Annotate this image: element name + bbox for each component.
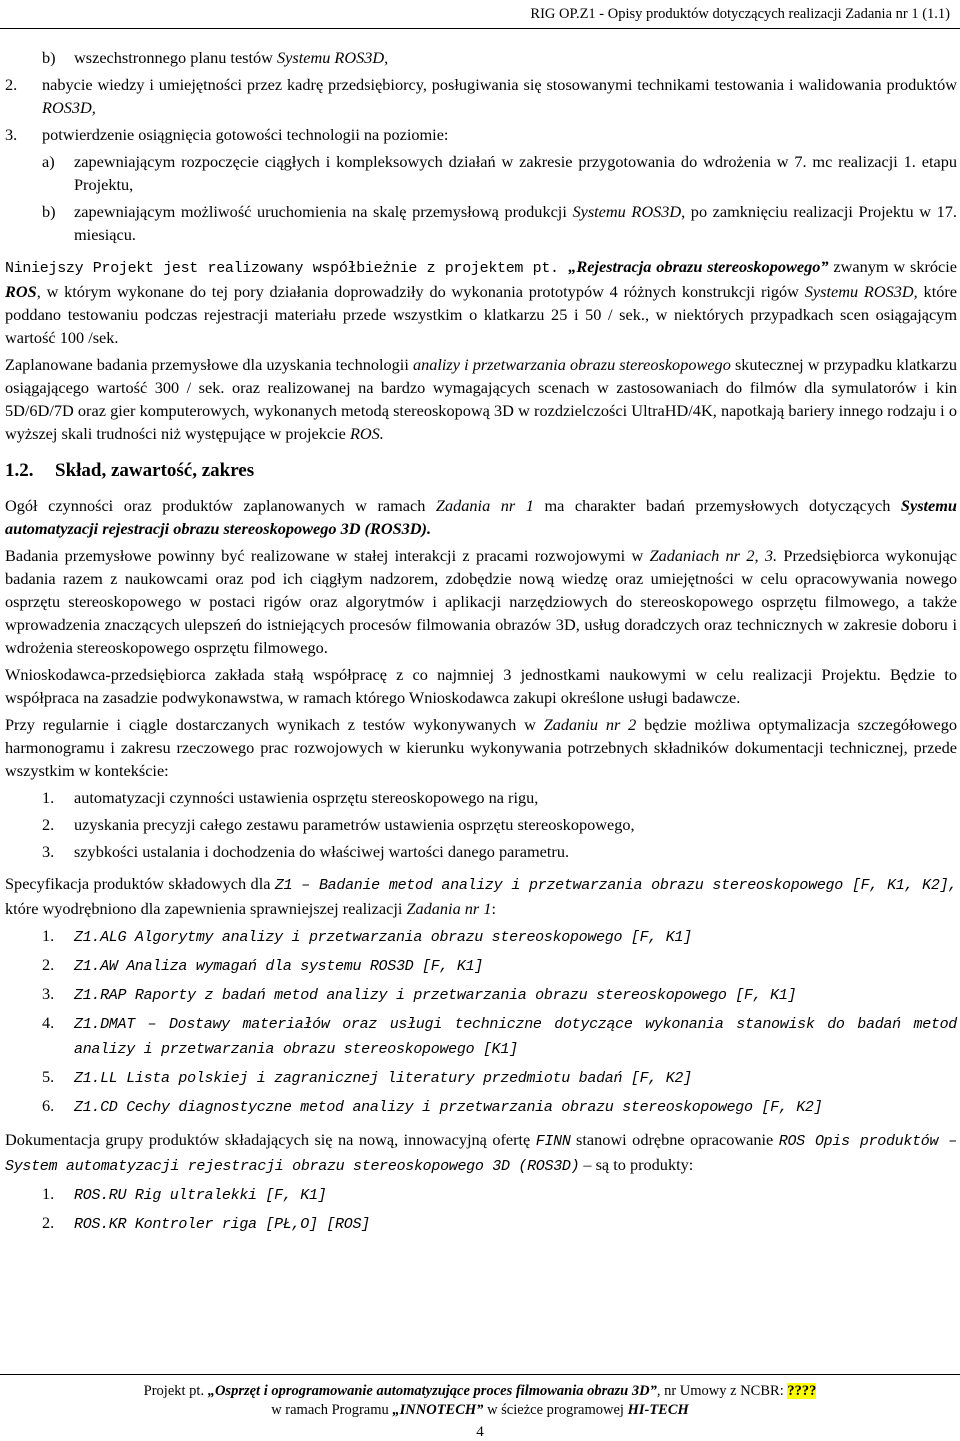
list-marker: 3. — [5, 125, 18, 144]
footer-text-part: Projekt pt. — [143, 1383, 208, 1399]
list-marker: 5. — [42, 1067, 55, 1086]
item-text: Z1.ALG Algorytmy analizy i przetwarzania obrazu stereoskopowego [F, K1] — [74, 929, 692, 946]
page-number: 4 — [476, 1424, 484, 1440]
paragraph-text: Wnioskodawca-przedsiębiorca zakłada stałą współpracę z co najmniej 3 jednostkami naukowymi w celu realizacji Projektu. Będzie to współpraca na zasadzie podwykonawstwa, w ramach którego Wnioskodawca zakupi określone usługi badawcze. — [5, 665, 957, 707]
item-emphasis: Systemu ROS3D — [572, 202, 682, 221]
paragraph-text: Zaplanowane badania przemysłowe dla uzyskania technologii — [5, 355, 413, 374]
list-item — [5, 1182, 957, 1207]
header-rule — [0, 28, 960, 29]
list-item — [5, 953, 957, 978]
paragraph-text: które poddano testowaniu podczas rejestracji materiału przede wszystkim o klatkarzu 25 i 50 / sek., w niektórych przypadkach scen osiągającym wartość 100 /sek. — [5, 282, 957, 347]
item-text: ROS.RU Rig ultralekki [F, K1] — [74, 1187, 327, 1204]
paragraph-specification — [5, 872, 957, 920]
paragraph-emphasis: Zadania nr 1 — [406, 899, 492, 918]
list-item — [5, 840, 957, 863]
paragraph-emphasis: analizy i przetwarzania obrazu stereoskopowego — [412, 355, 731, 374]
item-text: Z1.CD Cechy diagnostyczne metod analizy i przetwarzania obrazu stereoskopowego [F, K2] — [74, 1099, 823, 1116]
list-item — [5, 813, 957, 836]
section-heading — [5, 459, 957, 482]
footer-line-2 — [0, 1401, 960, 1420]
paragraph-emphasis: Systemu ROS3D, — [804, 282, 918, 301]
paragraph-text: Przy regularnie i ciągle dostarczanych wynikach z testów wykonywanych w — [5, 715, 544, 734]
list-marker: 2. — [42, 955, 55, 974]
paragraph-text: , w którym wykonane do tej pory działania doprowadziły do wykonania prototypów 4 różnych konstrukcji rigów — [36, 282, 805, 301]
item-text: automatyzacji czynności ustawienia osprzętu stereoskopowego na rigu, — [74, 788, 539, 807]
list-marker: 2. — [42, 815, 55, 834]
paragraph-text: ma charakter badań przemysłowych dotyczących — [533, 496, 901, 515]
footer-text-part: w ścieżce programowej — [483, 1402, 628, 1418]
paragraph-text: stanowi odrębne opracowanie — [570, 1130, 779, 1149]
footer-text-part: , nr Umowy z NCBR: — [656, 1383, 788, 1399]
paragraph-ros — [5, 255, 957, 349]
item-text: wszechstronnego planu testów — [74, 48, 278, 67]
paragraph-text: – są to produkty: — [579, 1155, 694, 1174]
paragraph-emphasis: ROS Opis produktów – System automatyzacji rejestracji obrazu stereoskopowego 3D (ROS3D) — [5, 1133, 957, 1175]
paragraph-emphasis: ROS. — [349, 424, 384, 443]
context-list — [5, 786, 957, 863]
list-marker: 3. — [42, 842, 55, 861]
footer-line-1 — [0, 1382, 960, 1401]
list-item — [5, 924, 957, 949]
paragraph-documentation — [5, 1128, 957, 1178]
item-text: Z1.LL Lista polskiej i zagranicznej literatury przedmiotu badań [F, K2] — [74, 1070, 692, 1087]
list-marker: 2. — [5, 75, 18, 94]
paragraph-text: zwanym w skrócie — [828, 257, 958, 276]
paragraph-overview — [5, 494, 957, 540]
list-marker: 1. — [42, 926, 55, 945]
program-name: „INNOTECH” — [392, 1402, 484, 1418]
list-marker: 2. — [42, 1213, 55, 1232]
paragraph-emphasis: Zadaniu nr 2 — [543, 715, 637, 734]
list-item-2 — [5, 73, 957, 119]
paragraph-emphasis: Z1 – Badanie metod analizy i przetwarzania obrazu stereoskopowego [F, K1, K2], — [274, 877, 957, 894]
paragraph-text: które wyodrębniono dla zapewnienia sprawniejszej realizacji — [5, 899, 407, 918]
item-text: zapewniającym rozpoczęcie ciągłych i kompleksowych działań w zakresie przygotowania do wdrożenia w 7. mc realizacji 1. etapu Projektu, — [74, 152, 957, 194]
item-text: Z1.RAP Raporty z badań metod analizy i przetwarzania obrazu stereoskopowego [F, K1] — [74, 987, 797, 1004]
paragraph-emphasis: FINN — [535, 1133, 571, 1150]
item-text: nabycie wiedzy i umiejętności przez kadrę przedsiębiorcy, posługiwania się stosowanymi technikami testowania i walidowania produktów — [42, 75, 957, 94]
system-name: Systemu automatyzacji rejestracji obrazu stereoskopowego 3D (ROS3D). — [5, 496, 957, 538]
paragraph-text: Badania przemysłowe powinny być realizowane w stałej interakcji z pracami rozwojowymi w — [5, 546, 650, 565]
section-title: Skład, zawartość, zakres — [55, 460, 255, 481]
list-marker: b) — [42, 48, 56, 67]
paragraph-interaction — [5, 544, 957, 659]
list-item-3b — [5, 200, 957, 246]
item-text: szybkości ustalania i dochodzenia do właściwej wartości danego parametru. — [74, 842, 570, 861]
list-item — [5, 982, 957, 1007]
product-list — [5, 924, 957, 1119]
paragraph-text: Specyfikacja produktów składowych dla — [5, 874, 275, 893]
project-title: „Osprzęt i oprogramowanie automatyzujące proces filmowania obrazu 3D” — [207, 1383, 657, 1399]
list-marker: b) — [42, 202, 56, 221]
item-text: uzyskania precyzji całego zestawu parametrów ustawienia osprzętu stereoskopowego, — [74, 815, 635, 834]
item-text: Z1.AW Analiza wymagań dla systemu ROS3D [F, K1] — [74, 958, 483, 975]
paragraph-text: Przedsiębiorca wykonując badania razem z naukowcami oraz pod ich ciągłym nadzorem, zdobędzie nową wiedzę oraz umiejętności w celu opracowywania nowego osprzętu stereoskopowego w postaci rigów oraz algorytmów i aplikacji narzędziowych do stereoskopowego osprzętu filmowego, a także wprowadzenia znaczących ulepszeń do istniejących procesów filmowania obrazów 3D, usług doradczych oraz technicznych w zakresie doboru i wdrożenia stereoskopowego osprzętu filmowego. — [5, 546, 957, 657]
item-text: , po zamknięciu realizacji Projektu w 17. miesiącu. — [74, 202, 957, 244]
item-emphasis: Systemu ROS3D, — [277, 48, 389, 67]
paragraph-text: skutecznej w przypadku klatkarzu osiągającego wartość 300 / sek. oraz realizowanej na bardzo wymagających scenach w zastosowaniach do filmów dla symulatorów i kin 5D/6D/7D oraz gier komputerowych, wykonanych metodą stereoskopową 3D w rozdzielczości UltraHD/4K, napotkają bariery innego rodzaju i o wyższej skali trudności niż występujące w projekcie — [5, 355, 957, 443]
list-item-3 — [5, 123, 957, 146]
item-text: potwierdzenie osiągnięcia gotowości technologii na poziomie: — [42, 125, 449, 144]
list-item-3a — [5, 150, 957, 196]
paragraph-emphasis: Zadania nr 1 — [435, 496, 534, 515]
list-marker: a) — [42, 152, 55, 171]
list-marker: 1. — [42, 1184, 55, 1203]
list-item — [5, 786, 957, 809]
document-body — [5, 46, 957, 1240]
list-item-b — [5, 46, 957, 69]
paragraph-text: będzie możliwa optymalizacja szczegółowego harmonogramu i zakresu rzeczowego prac rozwojowych w kierunku wykonywania potrzebnych składników dokumentacji technicznej, przede wszystkim w kontekście: — [5, 715, 957, 780]
item-text: Z1.DMAT – Dostawy materiałów oraz usługi techniczne dotyczące wykonania stanowisk do badań metod analizy i przetwarzania obrazu stereoskopowego [K1] — [74, 1016, 957, 1058]
list-item — [5, 1065, 957, 1090]
footer-text — [0, 1382, 960, 1420]
paragraph-emphasis: Zadaniach nr 2, 3. — [649, 546, 778, 565]
list-item — [5, 1094, 957, 1119]
list-item — [5, 1211, 957, 1236]
footer-text-part: w ramach Programu — [271, 1402, 393, 1418]
item-text: ROS.KR Kontroler riga [PŁ,O] [ROS] — [74, 1216, 370, 1233]
item-emphasis: ROS3D, — [42, 98, 96, 117]
list-marker: 4. — [42, 1013, 55, 1032]
list-marker: 3. — [42, 984, 55, 1003]
project-abbreviation: ROS — [5, 282, 37, 301]
paragraph-text: Niniejszy Projekt jest realizowany współbieżnie z projektem pt. — [5, 260, 569, 277]
page-header — [0, 0, 960, 32]
paragraph-research — [5, 353, 957, 445]
paragraph-optimization — [5, 713, 957, 782]
contract-number-placeholder: ???? — [787, 1383, 817, 1399]
paragraph-cooperation — [5, 663, 957, 709]
project-name: „Rejestracja obrazu stereoskopowego” — [568, 257, 829, 276]
list-marker: 1. — [42, 788, 55, 807]
section-number: 1.2. — [5, 460, 34, 481]
paragraph-text: Ogół czynności oraz produktów zaplanowanych w ramach — [5, 496, 436, 515]
program-path: HI-TECH — [627, 1402, 689, 1418]
list-marker: 6. — [42, 1096, 55, 1115]
list-item — [5, 1011, 957, 1061]
paragraph-text: Dokumentacja grupy produktów składających się na nową, innowacyjną ofertę — [5, 1130, 536, 1149]
item-text: zapewniającym możliwość uruchomienia na skalę przemysłową produkcji — [74, 202, 573, 221]
footer-rule — [0, 1374, 960, 1375]
ros-product-list — [5, 1182, 957, 1236]
header-title: RIG OP.Z1 - Opisy produktów dotyczących realizacji Zadania nr 1 (1.1) — [530, 6, 950, 22]
paragraph-text: : — [491, 899, 497, 918]
